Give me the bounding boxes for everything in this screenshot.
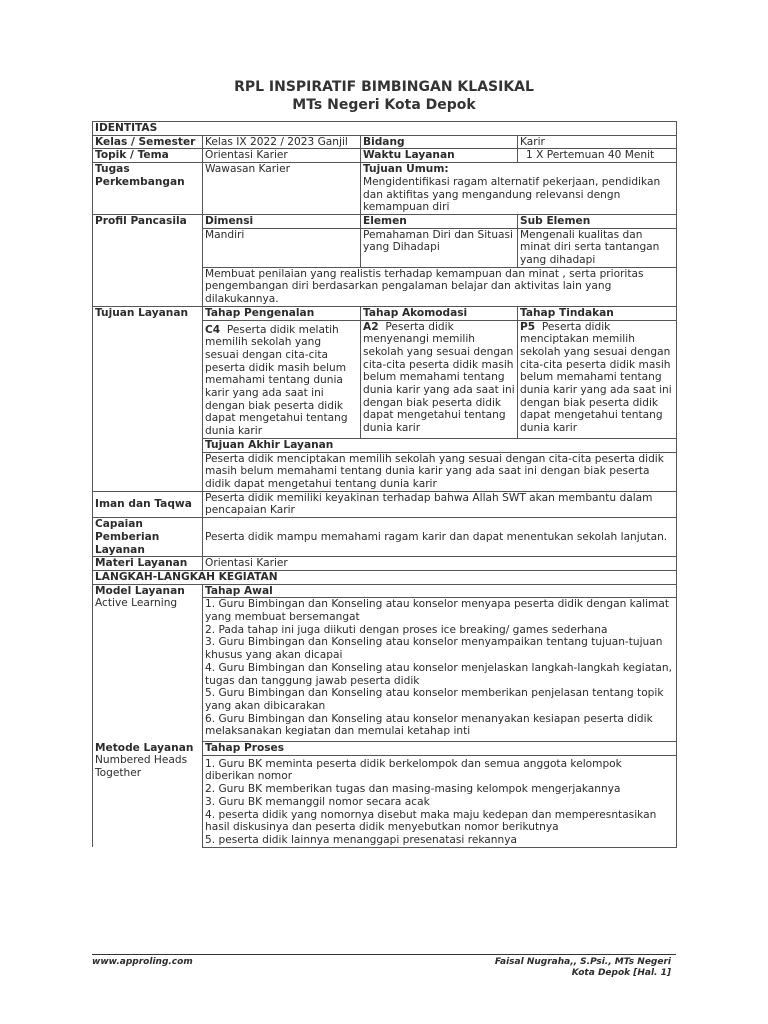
dimensi-header: Dimensi bbox=[203, 214, 361, 228]
footer-author-line2: Kota Depok [Hal. 1] bbox=[571, 968, 671, 978]
c4-text: Peserta didik melatih memilih sekolah yang sesuai dengan cita-cita peserta didik masih belum memahami tentang dunia karir yang ada saat ini dengan biak peserta didik dapat mengetahui tentang dunia karir bbox=[205, 323, 348, 438]
c4-code: C4 bbox=[205, 323, 221, 336]
tahap-awal-item: 2. Pada tahap ini juga diikuti dengan proses ice breaking/ games sederhana bbox=[205, 623, 608, 636]
footer-website[interactable]: www.approling.com bbox=[92, 957, 193, 967]
tahap-awal-item: 5. Guru Bimbingan dan Konseling atau konselor memberikan penjelasan tentang topik yang akan dibicarakan bbox=[205, 687, 664, 712]
kelas-label: Kelas / Semester bbox=[93, 135, 203, 149]
a2-cell bbox=[361, 320, 518, 438]
tujuan-akhir-label: Tujuan Akhir Layanan bbox=[203, 438, 677, 452]
tahap-proses-label: Tahap Proses bbox=[203, 742, 677, 756]
capaian-label: Capaian Pemberian Layanan bbox=[93, 518, 203, 557]
bidang-label: Bidang bbox=[361, 135, 518, 149]
kelas-value: Kelas IX 2022 / 2023 Ganjil bbox=[203, 135, 361, 149]
metode-layanan-label: Metode Layanan bbox=[95, 741, 194, 754]
tugas-row bbox=[93, 163, 677, 215]
tugas-value: Wawasan Karier bbox=[203, 163, 361, 215]
tahap-awal-list bbox=[203, 598, 677, 742]
p5-code: P5 bbox=[520, 320, 536, 333]
metode-layanan-value: Numbered Heads Together bbox=[95, 754, 188, 779]
kelas-row bbox=[93, 135, 677, 149]
tahap-akomodasi-header: Tahap Akomodasi bbox=[361, 306, 518, 320]
tujuan-umum-text: Mengidentifikasi ragam alternatif pekerjaan, pendidikan dan aktifitas yang mengandung relevansi dengn kemampuan diri bbox=[363, 175, 661, 214]
tahap-awal-label: Tahap Awal bbox=[203, 584, 677, 598]
tahap-proses-item: 3. Guru BK memanggil nomor secara acak bbox=[205, 795, 430, 808]
sub-elemen-value: Mengenali kualitas dan minat diri serta tantangan yang dihadapi bbox=[518, 228, 677, 267]
tahap-proses-item: 5. peserta didik lainnya menanggapi presenatasi rekannya bbox=[205, 833, 517, 846]
tujuan-umum-cell bbox=[361, 163, 677, 215]
tujuan-akhir-text: Peserta didik menciptakan memilih sekolah yang sesuai dengan cita-cita peserta didik masih belum memahami tentang dunia karir yang ada saat ini dengan biak peserta didik dapat mengetahui tentang dunia karir bbox=[203, 452, 677, 491]
tahap-awal-item: 3. Guru Bimbingan dan Konseling atau konselor menyampaikan tentang tujuan-tujuan khusus yang akan dicapai bbox=[205, 636, 663, 662]
topik-row bbox=[93, 149, 677, 163]
c4-cell bbox=[203, 320, 361, 438]
waktu-label: Waktu Layanan bbox=[361, 149, 518, 163]
topik-label: Topik / Tema bbox=[93, 149, 203, 163]
document-title: RPL INSPIRATIF BIMBINGAN KLASIKAL bbox=[234, 79, 534, 95]
tahap-proses-header-row bbox=[93, 742, 677, 756]
tugas-label: Tugas Perkembangan bbox=[93, 163, 203, 215]
bidang-value: Karir bbox=[518, 135, 677, 149]
materi-row bbox=[93, 557, 677, 571]
materi-label: Materi Layanan bbox=[93, 557, 203, 571]
materi-text: Orientasi Karier bbox=[203, 557, 677, 571]
footer-author-line1: Faisal Nugraha,, S.Psi., MTs Negeri bbox=[494, 957, 671, 967]
rpl-table bbox=[92, 121, 677, 848]
footer-divider bbox=[92, 954, 676, 955]
elemen-header: Elemen bbox=[361, 214, 518, 228]
profil-description: Membuat penilaian yang realistis terhadap kemampuan dan minat , serta prioritas pengembangan diri berdasarkan pengalaman belajar dan aktivitas lain yang dilakukannya. bbox=[203, 267, 677, 306]
metode-layanan-cell bbox=[93, 742, 203, 848]
identitas-section-label: IDENTITAS bbox=[93, 122, 677, 136]
identitas-header-row bbox=[93, 122, 677, 136]
dimensi-value: Mandiri bbox=[203, 228, 361, 267]
tahap-proses-item: 1. Guru BK meminta peserta didik berkelompok dan semua anggota kelompok diberikan nomor bbox=[205, 757, 622, 783]
tahap-tindakan-header: Tahap Tindakan bbox=[518, 306, 677, 320]
tahap-proses-item: 4. peserta didik yang nomornya disebut maka maju kedepan dan memperesntasikan hasil diskusinya dan peserta didik menyebutkan nomor berikutnya bbox=[205, 808, 657, 834]
tahap-awal-item: 4. Guru Bimbingan dan Konseling atau konselor menjelaskan langkah-langkah kegiatan, tugas dan tanggung jawab peserta didik bbox=[205, 661, 672, 687]
p5-text: Peserta didik menciptakan memilih sekolah yang sesuai dengan cita-cita peserta didik masih belum memahami tentang dunia karir yang ada saat ini dengan biak peserta didik dapat mengetahui tentang dunia karir bbox=[520, 320, 672, 435]
tahap-awal-item: 6. Guru Bimbingan dan Konseling atau konselor menanyakan kesiapan peserta didik melaksanakan kegiatan dan memulai ketahap inti bbox=[205, 712, 653, 738]
tahap-proses-list bbox=[203, 755, 677, 847]
tujuan-layanan-label: Tujuan Layanan bbox=[93, 306, 203, 491]
tujuan-umum-label: Tujuan Umum: bbox=[363, 163, 449, 176]
tahap-awal-header-row bbox=[93, 584, 677, 598]
topik-value: Orientasi Karier bbox=[203, 149, 361, 163]
tahap-awal-item: 1. Guru Bimbingan dan Konseling atau konselor menyapa peserta didik dengan kalimat yang membuat bersemangat bbox=[205, 598, 669, 624]
a2-code: A2 bbox=[363, 320, 379, 333]
sub-elemen-header: Sub Elemen bbox=[518, 214, 677, 228]
footer-author bbox=[431, 957, 671, 979]
model-layanan-cell bbox=[93, 584, 203, 741]
tahap-proses-item: 2. Guru BK memberikan tugas dan masing-masing kelompok mengerjakannya bbox=[205, 783, 621, 796]
langkah-section-label: LANGKAH-LANGKAH KEGIATAN bbox=[93, 570, 677, 584]
langkah-header-row bbox=[93, 570, 677, 584]
document-subtitle: MTs Negeri Kota Depok bbox=[292, 97, 476, 113]
iman-text: Peserta didik memiliki keyakinan terhadap bahwa Allah SWT akan membantu dalam pencapaian Karir bbox=[203, 491, 677, 517]
waktu-value: 1 X Pertemuan 40 Menit bbox=[518, 149, 677, 163]
profil-label: Profil Pancasila bbox=[93, 214, 203, 306]
model-layanan-label: Model Layanan bbox=[95, 584, 185, 597]
model-layanan-value: Active Learning bbox=[95, 597, 178, 610]
tujuan-layanan-header-row bbox=[93, 306, 677, 320]
capaian-row bbox=[93, 518, 677, 557]
iman-label: Iman dan Taqwa bbox=[93, 491, 203, 517]
capaian-text: Peserta didik mampu memahami ragam karir dan dapat menentukan sekolah lanjutan. bbox=[203, 518, 677, 557]
elemen-value: Pemahaman Diri dan Situasi yang Dihadapi bbox=[361, 228, 518, 267]
profil-header-row bbox=[93, 214, 677, 228]
iman-row bbox=[93, 491, 677, 517]
p5-cell bbox=[518, 320, 677, 438]
a2-text: Peserta didik menyenangi memilih sekolah yang sesuai dengan cita-cita peserta didik masih belum memahami tentang dunia karir yang ada saat ini dengan biak peserta didik dapat mengetahui tentang dunia karir bbox=[363, 320, 515, 435]
tahap-pengenalan-header: Tahap Pengenalan bbox=[203, 306, 361, 320]
